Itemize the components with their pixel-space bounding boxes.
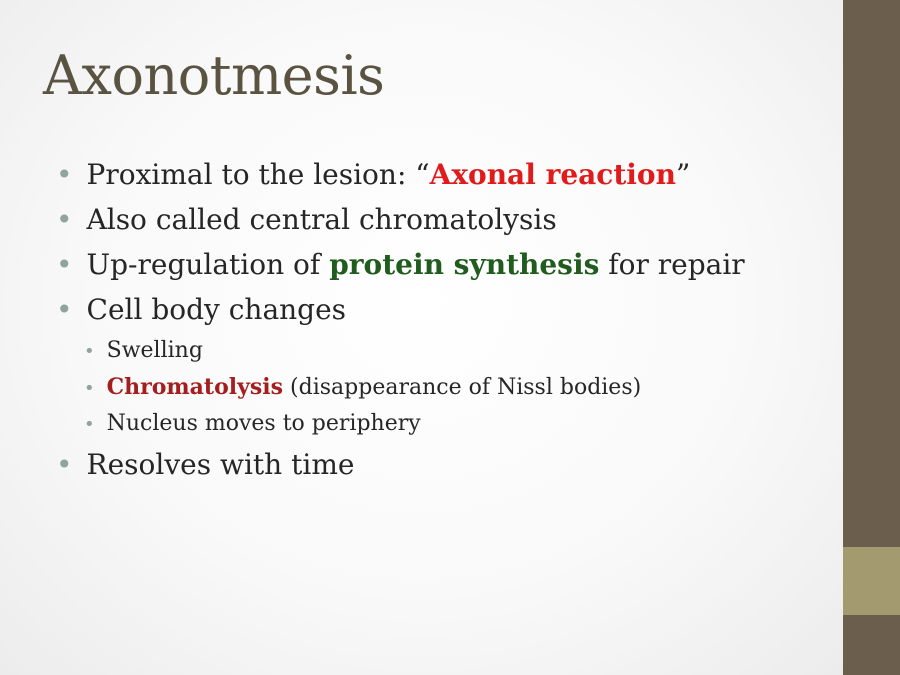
bullet-text: Nucleus moves to periphery (106, 411, 421, 436)
bullet-text: Up-regulation of (86, 248, 330, 281)
bullet-text: Resolves with time (86, 448, 355, 481)
bullet-dot-icon: • (56, 448, 73, 481)
slide-title: Axonotmesis (43, 44, 385, 107)
bullet-text: Also called central chromatolysis (86, 203, 557, 236)
bullet-text-suffix: for repair (599, 248, 745, 281)
bullet-dot-icon: • (56, 293, 73, 326)
highlight-text: Axonal reaction (429, 158, 676, 191)
bullet-dot-icon: • (56, 248, 73, 281)
bullet-dot-icon: • (84, 341, 95, 362)
sub-bullet-chromatolysis (84, 374, 641, 400)
bullet-text: Swelling (106, 338, 203, 363)
bullet-dot-icon: • (84, 378, 95, 399)
bullet-text: Proximal to the lesion: “ (86, 158, 430, 191)
bullet-cell-body-changes (56, 293, 346, 326)
bullet-text: Cell body changes (86, 293, 347, 326)
bullet-text-suffix: (disappearance of Nissl bodies) (283, 375, 642, 400)
bullet-central-chromatolysis (56, 203, 557, 236)
bullet-dot-icon: • (56, 203, 73, 236)
bullet-text-suffix: ” (675, 158, 691, 191)
highlight-text: Chromatolysis (106, 374, 284, 400)
highlight-text: protein synthesis (329, 248, 600, 281)
bullet-resolves (56, 448, 354, 481)
bullet-dot-icon: • (84, 414, 95, 435)
bullet-dot-icon: • (56, 158, 73, 191)
bullet-axonal-reaction (56, 158, 690, 191)
sidebar-accent-block (843, 547, 900, 615)
sub-bullet-nucleus (84, 411, 421, 436)
bullet-protein-synthesis (56, 248, 745, 281)
sub-bullet-swelling (84, 338, 203, 363)
slide-sidebar (843, 0, 900, 675)
